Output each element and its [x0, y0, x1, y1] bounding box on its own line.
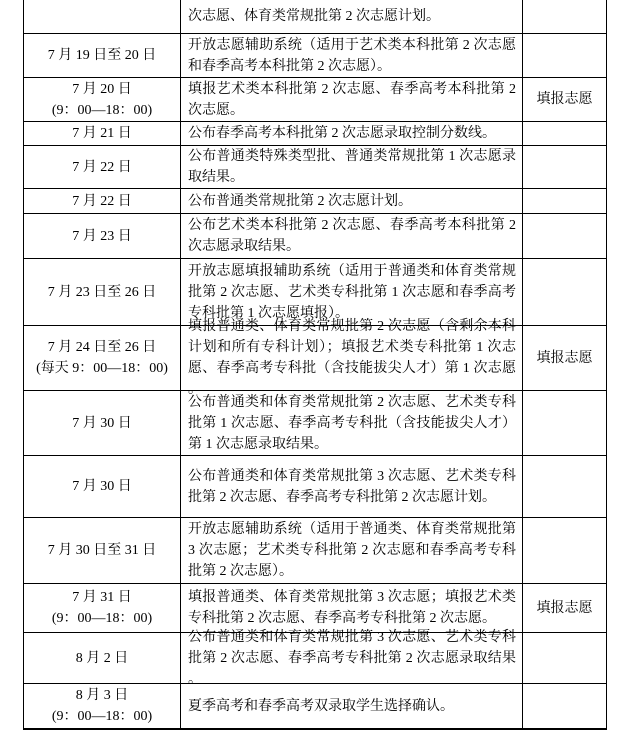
event-cell	[181, 518, 523, 583]
date-cell	[24, 391, 181, 455]
event-cell	[181, 122, 523, 145]
action-cell	[523, 146, 606, 188]
action-label: 填报志愿	[536, 600, 593, 616]
date-line: 7 月 19 日至 20 日	[47, 48, 157, 63]
action-label: 填报志愿	[536, 92, 593, 107]
event-text: 次志愿、体育类常规批第 2 次志愿计划。	[188, 9, 440, 24]
table-row	[24, 517, 606, 583]
table-row	[24, 319, 606, 397]
date-cell	[24, 633, 181, 683]
event-cell	[181, 78, 523, 121]
date-line: 7 月 30 日	[72, 415, 132, 431]
event-text: 填报普通类、体育类常规批第 2 次志愿（含剩余本科计划和所有专科计划）；填报艺术类专科批第 1 次志愿、春季高考专科批（含技能拔尖人才）第 1 次志愿。	[188, 319, 516, 397]
date-cell	[24, 0, 181, 33]
event-text: 公布春季高考本科批第 2 次志愿录取控制分数线。	[188, 126, 496, 141]
event-text: 开放志愿辅助系统（适用于普通类、体育类常规批第 3 次志愿；艺术类专科批第 2 次志愿和春季高考专科批第 2 次志愿）。	[188, 522, 516, 579]
table-row	[24, 629, 606, 687]
action-cell	[523, 633, 606, 683]
date-time-line: (9：00—18：00)	[51, 709, 153, 724]
table-row	[24, 213, 606, 258]
action-cell	[523, 326, 606, 390]
action-cell	[523, 259, 606, 325]
table-row	[24, 258, 606, 325]
date-cell	[24, 214, 181, 258]
event-cell	[181, 391, 523, 455]
table-row	[24, 33, 606, 77]
event-text: 开放志愿辅助系统（适用于艺术类本科批第 2 次志愿和春季高考本科批第 2 次志愿）。	[188, 37, 516, 74]
event-text: 填报艺术类本科批第 2 次志愿、春季高考本科批第 2 次志愿。	[188, 81, 516, 118]
date-line: 8 月 3 日	[75, 688, 129, 703]
action-cell	[523, 456, 606, 517]
event-cell	[181, 146, 523, 188]
action-cell	[523, 214, 606, 258]
event-cell	[181, 189, 523, 213]
table-row	[24, 390, 606, 455]
event-text: 公布普通类和体育类常规批第 3 次志愿、艺术类专科批第 2 次志愿、春季高考专科批第 2 次志愿计划。	[188, 468, 516, 505]
date-cell	[24, 684, 181, 728]
date-cell	[24, 146, 181, 188]
event-text: 公布普通类常规批第 2 次志愿计划。	[188, 193, 412, 209]
event-cell	[181, 584, 523, 632]
date-line: 7 月 24 日至 26 日	[47, 340, 157, 355]
date-cell	[24, 584, 181, 632]
event-cell	[181, 34, 523, 77]
date-time-line: (9：00—18：00)	[51, 102, 153, 118]
table-row	[24, 683, 606, 728]
table-row	[24, 77, 606, 121]
date-cell	[24, 456, 181, 517]
action-cell	[523, 0, 606, 33]
action-cell	[523, 584, 606, 632]
event-text: 开放志愿填报辅助系统（适用于普通类和体育类常规批第 2 次志愿、艺术类专科批第 1 次志愿和春季高考专科批第 1 次志愿填报）。	[188, 263, 516, 321]
date-cell	[24, 189, 181, 213]
table-row	[24, 0, 606, 33]
date-cell	[24, 326, 181, 390]
event-text: 公布艺术类本科批第 2 次志愿、春季高考本科批第 2 次志愿录取结果。	[188, 218, 516, 254]
schedule-table	[23, 0, 607, 730]
action-cell	[523, 391, 606, 455]
date-line: 7 月 23 日至 26 日	[47, 284, 157, 300]
date-line: 7 月 21 日	[72, 126, 132, 141]
event-cell	[181, 0, 523, 33]
event-text: 公布普通类和体育类常规批第 2 次志愿、艺术类专科批第 1 次志愿、春季高考专科批（含技能拔尖人才）第 1 次志愿录取结果。	[188, 394, 516, 452]
event-cell	[181, 684, 523, 728]
date-cell	[24, 122, 181, 145]
action-cell	[523, 34, 606, 77]
date-cell	[24, 259, 181, 325]
date-line: 7 月 30 日至 31 日	[47, 543, 157, 558]
date-line: 7 月 22 日	[72, 159, 132, 175]
action-cell	[523, 122, 606, 145]
date-line: 7 月 30 日	[72, 479, 132, 494]
event-text: 公布普通类和体育类常规批第 3 次志愿、艺术类专科批第 2 次志愿、春季高考专科批第 2 次志愿录取结果。	[188, 629, 516, 687]
date-line: 7 月 20 日	[72, 81, 132, 97]
event-cell	[181, 214, 523, 258]
table-row	[24, 188, 606, 213]
date-time-line: (9：00—18：00)	[51, 611, 153, 626]
date-time-line: (每天 9：00—18：00)	[36, 361, 168, 376]
date-line: 7 月 23 日	[72, 228, 132, 244]
table-row	[24, 583, 606, 632]
table-row	[24, 121, 606, 145]
date-line: 8 月 2 日	[75, 650, 129, 666]
event-cell	[181, 629, 523, 687]
action-label: 填报志愿	[536, 350, 593, 366]
action-cell	[523, 189, 606, 213]
date-line: 7 月 22 日	[72, 193, 132, 209]
date-line: 7 月 31 日	[72, 590, 132, 605]
event-cell	[181, 456, 523, 517]
event-cell	[181, 319, 523, 397]
event-text: 填报普通类、体育类常规批第 3 次志愿；填报艺术类专科批第 2 次志愿、春季高考专科批第 2 次志愿。	[188, 590, 516, 626]
action-cell	[523, 518, 606, 583]
table-row	[24, 145, 606, 188]
event-text: 夏季高考和春季高考双录取学生选择确认。	[188, 698, 454, 714]
event-text: 公布普通类特殊类型批、普通类常规批第 1 次志愿录取结果。	[188, 149, 516, 185]
table-row	[24, 455, 606, 517]
date-cell	[24, 518, 181, 583]
action-cell	[523, 78, 606, 121]
date-cell	[24, 78, 181, 121]
action-cell	[523, 684, 606, 728]
date-cell	[24, 34, 181, 77]
